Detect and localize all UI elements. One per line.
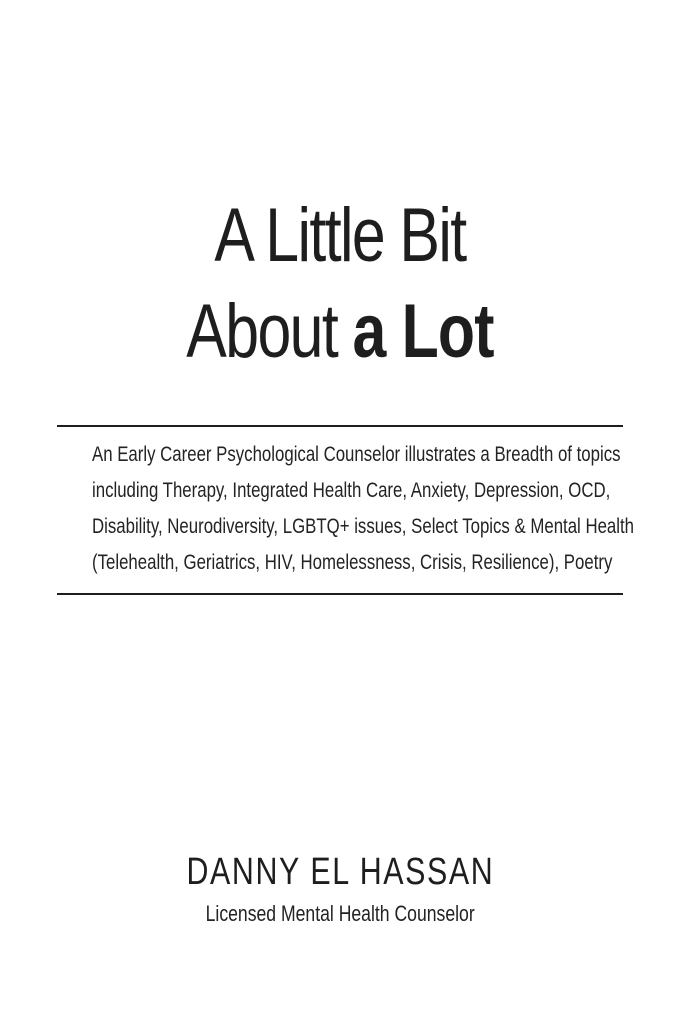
title-line-2-regular: About xyxy=(186,289,338,374)
title-line-1: A Little Bit xyxy=(214,193,466,278)
bottom-divider xyxy=(57,593,623,595)
subtitle-line: Disability, Neurodiversity, LGBTQ+ issues, Select Topics & Mental Health xyxy=(92,515,635,538)
author-credential-text: Licensed Mental Health Counselor xyxy=(205,901,475,926)
subtitle-line: An Early Career Psychological Counselor illustrates a Breadth of topics xyxy=(92,443,621,466)
author-credential xyxy=(0,899,680,929)
top-divider xyxy=(57,425,623,427)
author-name xyxy=(0,847,680,897)
title-line-2 xyxy=(68,284,612,380)
subtitle xyxy=(30,437,650,581)
subtitle-line: including Therapy, Integrated Health Care, Anxiety, Depression, OCD, xyxy=(92,479,611,502)
author-name-text: DANNY EL HASSAN xyxy=(186,851,494,893)
title-line-2-bold: a Lot xyxy=(352,289,494,374)
subtitle-line: (Telehealth, Geriatrics, HIV, Homelessness, Crisis, Resilience), Poetry xyxy=(92,551,613,574)
title-block xyxy=(0,188,680,380)
